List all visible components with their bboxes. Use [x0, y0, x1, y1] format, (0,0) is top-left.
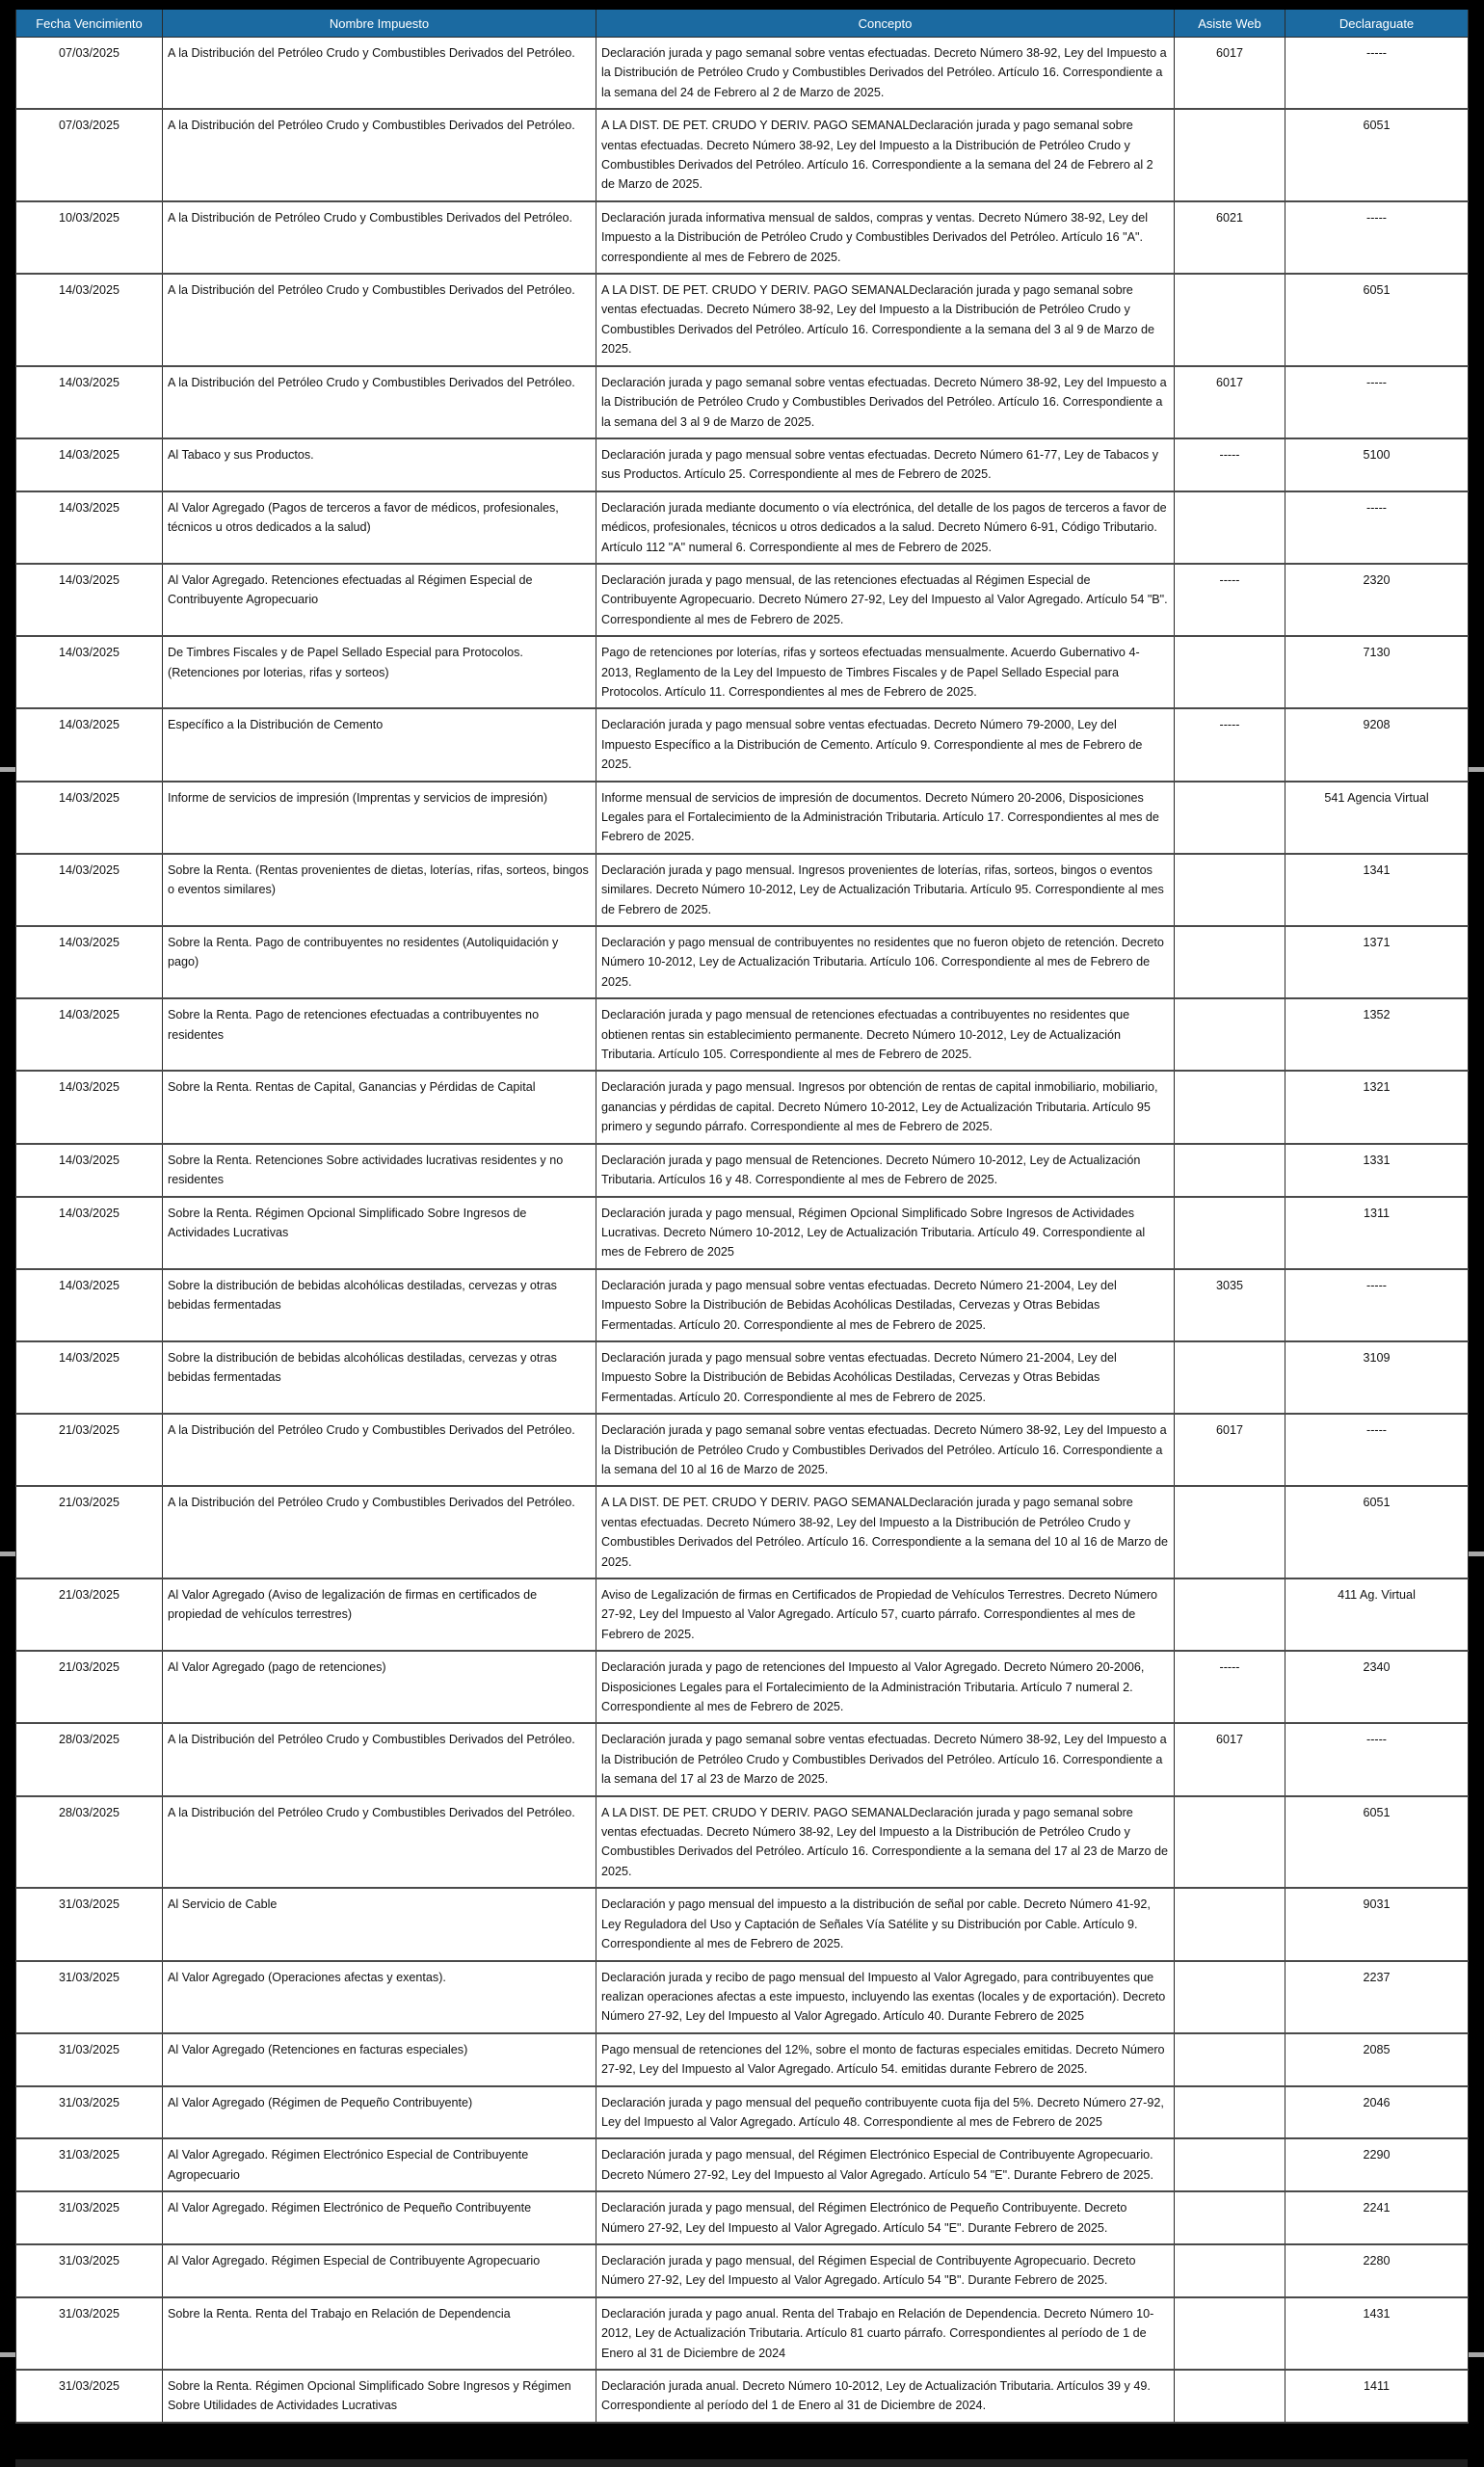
cell-nombre-impuesto: A la Distribución del Petróleo Crudo y Combustibles Derivados del Petróleo. — [163, 38, 596, 110]
cell-fecha-vencimiento: 14/03/2025 — [16, 926, 163, 998]
cell-asiste-web — [1175, 1578, 1285, 1651]
table-row — [16, 274, 1469, 366]
cell-nombre-impuesto: A la Distribución del Petróleo Crudo y Combustibles Derivados del Petróleo. — [163, 366, 596, 438]
cell-fecha-vencimiento: 14/03/2025 — [16, 708, 163, 781]
cell-asiste-web: ----- — [1175, 1651, 1285, 1723]
cell-asiste-web — [1175, 2138, 1285, 2191]
cell-nombre-impuesto: Al Valor Agregado (Régimen de Pequeño Contribuyente) — [163, 2086, 596, 2139]
cell-fecha-vencimiento: 14/03/2025 — [16, 636, 163, 708]
cell-declaraguate: 2280 — [1285, 2244, 1469, 2297]
cell-nombre-impuesto: Sobre la Renta. (Rentas provenientes de dietas, loterías, rifas, sorteos, bingos o eventos similares) — [163, 854, 596, 926]
cell-declaraguate: ----- — [1285, 1269, 1469, 1341]
table-row — [16, 1144, 1469, 1197]
table-row — [16, 1071, 1469, 1143]
cell-concepto: Declaración jurada y pago mensual del pequeño contribuyente cuota fija del 5%. Decreto Número 27-92, Ley del Impuesto al Valor Agregado. Artículo 48. Correspondiente al mes de Febrero de 2025 — [596, 2086, 1175, 2139]
cell-fecha-vencimiento: 14/03/2025 — [16, 1341, 163, 1414]
cell-concepto: Declaración jurada y pago mensual sobre ventas efectuadas. Decreto Número 79-2000, Ley del Impuesto Específico a la Distribución de Cemento. Artículo 9. Correspondiente al mes de Febrero de 2025. — [596, 708, 1175, 781]
cell-nombre-impuesto: Sobre la distribución de bebidas alcohólicas destiladas, cervezas y otras bebidas fermentadas — [163, 1341, 596, 1414]
cell-asiste-web: ----- — [1175, 438, 1285, 491]
cell-fecha-vencimiento: 14/03/2025 — [16, 782, 163, 854]
table-row — [16, 366, 1469, 438]
cell-fecha-vencimiento: 31/03/2025 — [16, 2297, 163, 2370]
table-row — [16, 438, 1469, 491]
cell-concepto: Declaración jurada y pago mensual sobre ventas efectuadas. Decreto Número 21-2004, Ley del Impuesto Sobre la Distribución de Bebidas Acohólicas Destiladas, Cervezas y Otras Bebidas Fermentadas. Artículo 20. Correspondiente al mes de Febrero de 2025. — [596, 1269, 1175, 1341]
table-row — [16, 708, 1469, 781]
cell-asiste-web — [1175, 2191, 1285, 2244]
cell-asiste-web — [1175, 2297, 1285, 2370]
cell-concepto: Declaración jurada y pago mensual sobre ventas efectuadas. Decreto Número 21-2004, Ley del Impuesto Sobre la Distribución de Bebidas Acohólicas Destiladas, Cervezas y Otras Bebidas Fermentadas. Artículo 20. Correspondiente al mes de Febrero de 2025. — [596, 1341, 1175, 1414]
cell-concepto: Declaración jurada y recibo de pago mensual del Impuesto al Valor Agregado, para contribuyentes que realizan operaciones afectas a este impuesto, incluyendo las exentas (locales y de exportación). Decreto Número 27-92, Ley del Impuesto al Valor Agregado. Artículo 40. Durante Febrero de 2025 — [596, 1961, 1175, 2033]
cell-asiste-web — [1175, 1888, 1285, 1960]
table-row — [16, 2086, 1469, 2139]
tax-calendar-document — [15, 10, 1468, 2424]
cell-concepto: Declaración jurada y pago mensual, del Régimen Especial de Contribuyente Agropecuario. Decreto Número 27-92, Ley del Impuesto al Valor Agregado. Artículo 54 "B". Durante Febrero de 2025. — [596, 2244, 1175, 2297]
edge-marker — [1469, 2352, 1484, 2357]
cell-asiste-web — [1175, 998, 1285, 1071]
cell-asiste-web: 6017 — [1175, 38, 1285, 110]
tax-calendar-table — [15, 10, 1469, 2424]
cell-concepto: Declaración jurada y pago semanal sobre ventas efectuadas. Decreto Número 38-92, Ley del Impuesto a la Distribución de Petróleo Crudo y Combustibles Derivados del Petróleo. Artículo 16. Correspondiente a la semana del 17 al 23 de Marzo de 2025. — [596, 1723, 1175, 1795]
edge-marker — [0, 2352, 15, 2357]
cell-fecha-vencimiento: 14/03/2025 — [16, 366, 163, 438]
table-row — [16, 2244, 1469, 2297]
cell-declaraguate: 2237 — [1285, 1961, 1469, 2033]
cell-nombre-impuesto: Específico a la Distribución de Cemento — [163, 708, 596, 781]
cell-fecha-vencimiento: 28/03/2025 — [16, 1796, 163, 1889]
cell-concepto: Declaración jurada y pago mensual. Ingresos provenientes de loterías, rifas, sorteos, bingos o eventos similares. Decreto Número 10-2012, Ley de Actualización Tributaria. Artículo 95. Correspondiente al mes de Febrero de 2025. — [596, 854, 1175, 926]
cell-concepto: A LA DIST. DE PET. CRUDO Y DERIV. PAGO SEMANALDeclaración jurada y pago semanal sobre ventas efectuadas. Decreto Número 38-92, Ley del Impuesto a la Distribución de Petróleo Crudo y Combustibles Derivados del Petróleo. Artículo 16. Correspondiente a la semana del 3 al 9 de Marzo de 2025. — [596, 274, 1175, 366]
cell-declaraguate: 6051 — [1285, 1796, 1469, 1889]
table-row — [16, 2297, 1469, 2370]
cell-concepto: Declaración y pago mensual del impuesto a la distribución de señal por cable. Decreto Número 41-92, Ley Reguladora del Uso y Captación de Señales Vía Satélite y su Distribución por Cable. Artículo 9. Correspondiente al mes de Febrero de 2025. — [596, 1888, 1175, 1960]
cell-concepto: A LA DIST. DE PET. CRUDO Y DERIV. PAGO SEMANALDeclaración jurada y pago semanal sobre ventas efectuadas. Decreto Número 38-92, Ley del Impuesto a la Distribución de Petróleo Crudo y Combustibles Derivados del Petróleo. Artículo 16. Correspondiente a la semana del 10 al 16 de Marzo de 2025. — [596, 1486, 1175, 1578]
cell-declaraguate: ----- — [1285, 201, 1469, 274]
table-row — [16, 1414, 1469, 1486]
cell-concepto: Declaración jurada y pago semanal sobre ventas efectuadas. Decreto Número 38-92, Ley del Impuesto a la Distribución de Petróleo Crudo y Combustibles Derivados del Petróleo. Artículo 16. Correspondiente a la semana del 10 al 16 de Marzo de 2025. — [596, 1414, 1175, 1486]
cell-nombre-impuesto: Al Valor Agregado. Régimen Especial de Contribuyente Agropecuario — [163, 2244, 596, 2297]
cell-concepto: Declaración jurada y pago de retenciones del Impuesto al Valor Agregado. Decreto Número 20-2006, Disposiciones Legales para el Fortalecimiento de la Administración Tributaria. Artículo 7 numeral 2. Correspondiente al mes de Febrero de 2025. — [596, 1651, 1175, 1723]
cell-asiste-web — [1175, 1796, 1285, 1889]
cell-asiste-web — [1175, 1071, 1285, 1143]
cell-concepto: Declaración y pago mensual de contribuyentes no residentes que no fueron objeto de retención. Decreto Número 10-2012, Ley de Actualización Tributaria. Artículo 106. Correspondiente al mes de Febrero de 2025. — [596, 926, 1175, 998]
cell-nombre-impuesto: A la Distribución del Petróleo Crudo y Combustibles Derivados del Petróleo. — [163, 109, 596, 201]
cell-fecha-vencimiento: 14/03/2025 — [16, 564, 163, 636]
cell-nombre-impuesto: Informe de servicios de impresión (Imprentas y servicios de impresión) — [163, 782, 596, 854]
cell-declaraguate: 1431 — [1285, 2297, 1469, 2370]
cell-concepto: Aviso de Legalización de firmas en Certificados de Propiedad de Vehículos Terrestres. Decreto Número 27-92, Ley del Impuesto al Valor Agregado. Artículo 57, cuarto párrafo. Correspondientes al mes de Febrero de 2025. — [596, 1578, 1175, 1651]
cell-nombre-impuesto: Al Valor Agregado. Régimen Electrónico Especial de Contribuyente Agropecuario — [163, 2138, 596, 2191]
cell-concepto: A LA DIST. DE PET. CRUDO Y DERIV. PAGO SEMANALDeclaración jurada y pago semanal sobre ventas efectuadas. Decreto Número 38-92, Ley del Impuesto a la Distribución de Petróleo Crudo y Combustibles Derivados del Petróleo. Artículo 16. Correspondiente a la semana del 17 al 23 de Marzo de 2025. — [596, 1796, 1175, 1889]
edge-marker — [1469, 767, 1484, 772]
header-nombre-impuesto: Nombre Impuesto — [163, 10, 596, 38]
cell-fecha-vencimiento: 31/03/2025 — [16, 2033, 163, 2086]
cell-asiste-web — [1175, 636, 1285, 708]
cell-concepto: Declaración jurada y pago mensual, de las retenciones efectuadas al Régimen Especial de Contribuyente Agropecuario. Decreto Número 27-92, Ley del Impuesto al Valor Agregado. Artículo 54 "B". Correspondiente al mes de Febrero de 2025. — [596, 564, 1175, 636]
cell-concepto: Declaración jurada y pago semanal sobre ventas efectuadas. Decreto Número 38-92, Ley del Impuesto a la Distribución de Petróleo Crudo y Combustibles Derivados del Petróleo. Artículo 16. Correspondiente a la semana del 3 al 9 de Marzo de 2025. — [596, 366, 1175, 438]
cell-asiste-web: 6017 — [1175, 1414, 1285, 1486]
table-row — [16, 491, 1469, 564]
cell-asiste-web: ----- — [1175, 708, 1285, 781]
cell-nombre-impuesto: A la Distribución del Petróleo Crudo y Combustibles Derivados del Petróleo. — [163, 1723, 596, 1795]
cell-declaraguate: 2340 — [1285, 1651, 1469, 1723]
cell-asiste-web — [1175, 1144, 1285, 1197]
cell-fecha-vencimiento: 31/03/2025 — [16, 2244, 163, 2297]
cell-nombre-impuesto: A la Distribución del Petróleo Crudo y Combustibles Derivados del Petróleo. — [163, 274, 596, 366]
cell-nombre-impuesto: Al Valor Agregado (pago de retenciones) — [163, 1651, 596, 1723]
cell-concepto: Declaración jurada mediante documento o vía electrónica, del detalle de los pagos de terceros a favor de médicos, profesionales, técnicos u otros dedicados a la salud. Decreto Número 6-91, Código Tributario. Artículo 112 "A" numeral 6. Correspondiente al mes de Febrero de 2025. — [596, 491, 1175, 564]
table-row — [16, 1486, 1469, 1578]
cell-nombre-impuesto: Al Tabaco y sus Productos. — [163, 438, 596, 491]
table-row — [16, 636, 1469, 708]
table-row — [16, 1269, 1469, 1341]
table-row — [16, 926, 1469, 998]
table-row — [16, 1961, 1469, 2033]
cell-declaraguate: 1331 — [1285, 1144, 1469, 1197]
table-row — [16, 564, 1469, 636]
cell-fecha-vencimiento: 14/03/2025 — [16, 998, 163, 1071]
cell-fecha-vencimiento: 14/03/2025 — [16, 1071, 163, 1143]
table-row — [16, 1888, 1469, 1960]
table-header-row — [16, 10, 1469, 38]
edge-marker — [1469, 1552, 1484, 1556]
header-fecha-vencimiento: Fecha Vencimiento — [16, 10, 163, 38]
header-asiste-web: Asiste Web — [1175, 10, 1285, 38]
cell-nombre-impuesto: A la Distribución del Petróleo Crudo y Combustibles Derivados del Petróleo. — [163, 1796, 596, 1889]
header-concepto: Concepto — [596, 10, 1175, 38]
cell-fecha-vencimiento: 31/03/2025 — [16, 1961, 163, 2033]
cell-concepto: A LA DIST. DE PET. CRUDO Y DERIV. PAGO SEMANALDeclaración jurada y pago semanal sobre ventas efectuadas. Decreto Número 38-92, Ley del Impuesto a la Distribución de Petróleo Crudo y Combustibles Derivados del Petróleo. Artículo 16. Correspondiente a la semana del 24 de Febrero al 2 de Marzo de 2025. — [596, 109, 1175, 201]
cell-fecha-vencimiento: 21/03/2025 — [16, 1578, 163, 1651]
cell-fecha-vencimiento: 14/03/2025 — [16, 1144, 163, 1197]
cell-fecha-vencimiento: 14/03/2025 — [16, 274, 163, 366]
cell-declaraguate: ----- — [1285, 38, 1469, 110]
cell-concepto: Declaración jurada anual. Decreto Número 10-2012, Ley de Actualización Tributaria. Artículos 39 y 49. Correspondiente al período del 1 de Enero al 31 de Diciembre de 2024. — [596, 2370, 1175, 2423]
cell-declaraguate: 411 Ag. Virtual — [1285, 1578, 1469, 1651]
cell-asiste-web: 3035 — [1175, 1269, 1285, 1341]
cell-asiste-web — [1175, 274, 1285, 366]
cell-asiste-web — [1175, 2370, 1285, 2423]
cell-asiste-web: 6017 — [1175, 366, 1285, 438]
cell-nombre-impuesto: Al Valor Agregado (Operaciones afectas y exentas). — [163, 1961, 596, 2033]
cell-declaraguate: 6051 — [1285, 109, 1469, 201]
cell-concepto: Declaración jurada y pago mensual. Ingresos por obtención de rentas de capital inmobiliario, mobiliario, ganancias y pérdidas de capital. Decreto Número 10-2012, Ley de Actualización Tributaria. Artículo 95 primero y segundo párrafo. Correspondiente al mes de Febrero de 2025. — [596, 1071, 1175, 1143]
cell-fecha-vencimiento: 21/03/2025 — [16, 1651, 163, 1723]
cell-asiste-web — [1175, 1961, 1285, 2033]
table-row — [16, 1197, 1469, 1269]
table-row — [16, 109, 1469, 201]
cell-nombre-impuesto: Sobre la distribución de bebidas alcohólicas destiladas, cervezas y otras bebidas fermentadas — [163, 1269, 596, 1341]
cell-nombre-impuesto: Al Valor Agregado. Régimen Electrónico de Pequeño Contribuyente — [163, 2191, 596, 2244]
table-row — [16, 2191, 1469, 2244]
cell-declaraguate: 1311 — [1285, 1197, 1469, 1269]
cell-asiste-web — [1175, 854, 1285, 926]
cell-concepto: Declaración jurada y pago anual. Renta del Trabajo en Relación de Dependencia. Decreto Número 10-2012, Ley de Actualización Tributaria. Artículo 81 cuarto párrafo. Correspondientes al período de 1 de Enero al 31 de Diciembre de 2024 — [596, 2297, 1175, 2370]
cell-declaraguate: ----- — [1285, 1414, 1469, 1486]
cell-nombre-impuesto: A la Distribución del Petróleo Crudo y Combustibles Derivados del Petróleo. — [163, 1486, 596, 1578]
cell-nombre-impuesto: De Timbres Fiscales y de Papel Sellado Especial para Protocolos. (Retenciones por loterias, rifas y sorteos) — [163, 636, 596, 708]
cell-declaraguate: 9031 — [1285, 1888, 1469, 1960]
cell-fecha-vencimiento: 14/03/2025 — [16, 491, 163, 564]
cell-fecha-vencimiento: 21/03/2025 — [16, 1486, 163, 1578]
cell-nombre-impuesto: Sobre la Renta. Renta del Trabajo en Relación de Dependencia — [163, 2297, 596, 2370]
table-row — [16, 1341, 1469, 1414]
table-row — [16, 998, 1469, 1071]
cell-declaraguate: ----- — [1285, 366, 1469, 438]
cell-declaraguate: 1321 — [1285, 1071, 1469, 1143]
cell-fecha-vencimiento: 14/03/2025 — [16, 1269, 163, 1341]
cell-nombre-impuesto: A la Distribución del Petróleo Crudo y Combustibles Derivados del Petróleo. — [163, 1414, 596, 1486]
table-body — [16, 38, 1469, 2423]
bottom-edge — [15, 2459, 1468, 2467]
cell-asiste-web — [1175, 491, 1285, 564]
cell-asiste-web — [1175, 2033, 1285, 2086]
cell-concepto: Declaración jurada y pago mensual, Régimen Opcional Simplificado Sobre Ingresos de Actividades Lucrativas. Decreto Número 10-2012, Ley de Actualización Tributaria. Artículo 49. Correspondiente al mes de Febrero de 2025 — [596, 1197, 1175, 1269]
cell-fecha-vencimiento: 31/03/2025 — [16, 2086, 163, 2139]
table-row — [16, 201, 1469, 274]
cell-declaraguate: ----- — [1285, 1723, 1469, 1795]
edge-marker — [0, 1552, 15, 1556]
cell-declaraguate: 9208 — [1285, 708, 1469, 781]
cell-declaraguate: 2320 — [1285, 564, 1469, 636]
cell-nombre-impuesto: Sobre la Renta. Régimen Opcional Simplificado Sobre Ingresos de Actividades Lucrativas — [163, 1197, 596, 1269]
cell-fecha-vencimiento: 28/03/2025 — [16, 1723, 163, 1795]
cell-concepto: Declaración jurada y pago semanal sobre ventas efectuadas. Decreto Número 38-92, Ley del Impuesto a la Distribución de Petróleo Crudo y Combustibles Derivados del Petróleo. Artículo 16. Correspondiente a la semana del 24 de Febrero al 2 de Marzo de 2025. — [596, 38, 1175, 110]
cell-asiste-web — [1175, 109, 1285, 201]
cell-fecha-vencimiento: 31/03/2025 — [16, 2138, 163, 2191]
cell-fecha-vencimiento: 14/03/2025 — [16, 438, 163, 491]
cell-concepto: Declaración jurada y pago mensual sobre ventas efectuadas. Decreto Número 61-77, Ley de Tabacos y sus Productos. Artículo 25. Correspondiente al mes de Febrero de 2025. — [596, 438, 1175, 491]
cell-fecha-vencimiento: 14/03/2025 — [16, 854, 163, 926]
cell-asiste-web — [1175, 1341, 1285, 1414]
cell-nombre-impuesto: Al Valor Agregado (Retenciones en facturas especiales) — [163, 2033, 596, 2086]
cell-declaraguate: 2085 — [1285, 2033, 1469, 2086]
table-row — [16, 2370, 1469, 2423]
cell-concepto: Declaración jurada y pago mensual, del Régimen Electrónico de Pequeño Contribuyente. Decreto Número 27-92, Ley del Impuesto al Valor Agregado. Artículo 54 "E". Durante Febrero de 2025. — [596, 2191, 1175, 2244]
cell-nombre-impuesto: Sobre la Renta. Rentas de Capital, Ganancias y Pérdidas de Capital — [163, 1071, 596, 1143]
cell-nombre-impuesto: Sobre la Renta. Pago de contribuyentes no residentes (Autoliquidación y pago) — [163, 926, 596, 998]
table-row — [16, 38, 1469, 110]
cell-declaraguate: 2241 — [1285, 2191, 1469, 2244]
cell-asiste-web: 6021 — [1175, 201, 1285, 274]
cell-fecha-vencimiento: 07/03/2025 — [16, 38, 163, 110]
cell-nombre-impuesto: A la Distribución de Petróleo Crudo y Combustibles Derivados del Petróleo. — [163, 201, 596, 274]
header-declaraguate: Declaraguate — [1285, 10, 1469, 38]
cell-declaraguate: 6051 — [1285, 274, 1469, 366]
cell-declaraguate: 2290 — [1285, 2138, 1469, 2191]
cell-declaraguate: 541 Agencia Virtual — [1285, 782, 1469, 854]
cell-concepto: Declaración jurada informativa mensual de saldos, compras y ventas. Decreto Número 38-92, Ley del Impuesto a la Distribución de Petróleo Crudo y Combustibles Derivados del Petróleo. Artículo 16 "A". correspondiente al mes de Febrero de 2025. — [596, 201, 1175, 274]
table-row — [16, 2033, 1469, 2086]
edge-marker — [0, 767, 15, 772]
cell-concepto: Declaración jurada y pago mensual de retenciones efectuadas a contribuyentes no residentes que obtienen rentas sin establecimiento permanente. Decreto Número 10-2012, Ley de Actualización Tributaria. Artículo 105. Correspondiente al mes de Febrero de 2025. — [596, 998, 1175, 1071]
table-row — [16, 1796, 1469, 1889]
cell-declaraguate: ----- — [1285, 491, 1469, 564]
table-row — [16, 854, 1469, 926]
table-row — [16, 782, 1469, 854]
cell-asiste-web — [1175, 2086, 1285, 2139]
cell-declaraguate: 1411 — [1285, 2370, 1469, 2423]
cell-asiste-web — [1175, 1486, 1285, 1578]
cell-nombre-impuesto: Al Valor Agregado (Aviso de legalización de firmas en certificados de propiedad de vehículos terrestres) — [163, 1578, 596, 1651]
cell-declaraguate: 1341 — [1285, 854, 1469, 926]
cell-fecha-vencimiento: 31/03/2025 — [16, 2191, 163, 2244]
cell-declaraguate: 5100 — [1285, 438, 1469, 491]
table-row — [16, 1578, 1469, 1651]
table-row — [16, 2138, 1469, 2191]
cell-asiste-web: ----- — [1175, 564, 1285, 636]
table-row — [16, 1651, 1469, 1723]
cell-declaraguate: 1371 — [1285, 926, 1469, 998]
cell-nombre-impuesto: Sobre la Renta. Retenciones Sobre actividades lucrativas residentes y no residentes — [163, 1144, 596, 1197]
cell-fecha-vencimiento: 07/03/2025 — [16, 109, 163, 201]
cell-fecha-vencimiento: 14/03/2025 — [16, 1197, 163, 1269]
cell-nombre-impuesto: Al Valor Agregado (Pagos de terceros a favor de médicos, profesionales, técnicos u otros dedicados a la salud) — [163, 491, 596, 564]
cell-concepto: Informe mensual de servicios de impresión de documentos. Decreto Número 20-2006, Disposiciones Legales para el Fortalecimiento de la Administración Tributaria. Artículo 17. Correspondientes al mes de Febrero de 2025. — [596, 782, 1175, 854]
cell-nombre-impuesto: Al Valor Agregado. Retenciones efectuadas al Régimen Especial de Contribuyente Agropecuario — [163, 564, 596, 636]
cell-asiste-web — [1175, 1197, 1285, 1269]
cell-declaraguate: 7130 — [1285, 636, 1469, 708]
cell-asiste-web — [1175, 2244, 1285, 2297]
cell-concepto: Pago de retenciones por loterías, rifas y sorteos efectuadas mensualmente. Acuerdo Gubernativo 4-2013, Reglamento de la Ley del Impuesto de Timbres Fiscales y de Papel Sellado Especial para Protocolos. Artículo 11. Correspondientes al mes de Febrero de 2025. — [596, 636, 1175, 708]
cell-declaraguate: 2046 — [1285, 2086, 1469, 2139]
cell-declaraguate: 1352 — [1285, 998, 1469, 1071]
cell-fecha-vencimiento: 10/03/2025 — [16, 201, 163, 274]
table-row — [16, 1723, 1469, 1795]
cell-nombre-impuesto: Al Servicio de Cable — [163, 1888, 596, 1960]
cell-concepto: Declaración jurada y pago mensual, del Régimen Electrónico Especial de Contribuyente Agropecuario. Decreto Número 27-92, Ley del Impuesto al Valor Agregado. Artículo 54 "E". Durante Febrero de 2025. — [596, 2138, 1175, 2191]
cell-asiste-web — [1175, 926, 1285, 998]
cell-concepto: Declaración jurada y pago mensual de Retenciones. Decreto Número 10-2012, Ley de Actualización Tributaria. Artículos 16 y 48. Correspondiente al mes de Febrero de 2025. — [596, 1144, 1175, 1197]
cell-fecha-vencimiento: 21/03/2025 — [16, 1414, 163, 1486]
cell-asiste-web — [1175, 782, 1285, 854]
cell-fecha-vencimiento: 31/03/2025 — [16, 1888, 163, 1960]
cell-declaraguate: 3109 — [1285, 1341, 1469, 1414]
cell-nombre-impuesto: Sobre la Renta. Pago de retenciones efectuadas a contribuyentes no residentes — [163, 998, 596, 1071]
cell-asiste-web: 6017 — [1175, 1723, 1285, 1795]
cell-nombre-impuesto: Sobre la Renta. Régimen Opcional Simplificado Sobre Ingresos y Régimen Sobre Utilidades de Actividades Lucrativas — [163, 2370, 596, 2423]
cell-fecha-vencimiento: 31/03/2025 — [16, 2370, 163, 2423]
cell-declaraguate: 6051 — [1285, 1486, 1469, 1578]
cell-concepto: Pago mensual de retenciones del 12%, sobre el monto de facturas especiales emitidas. Decreto Número 27-92, Ley del Impuesto al Valor Agregado. Artículo 54. emitidas durante Febrero de 2025. — [596, 2033, 1175, 2086]
